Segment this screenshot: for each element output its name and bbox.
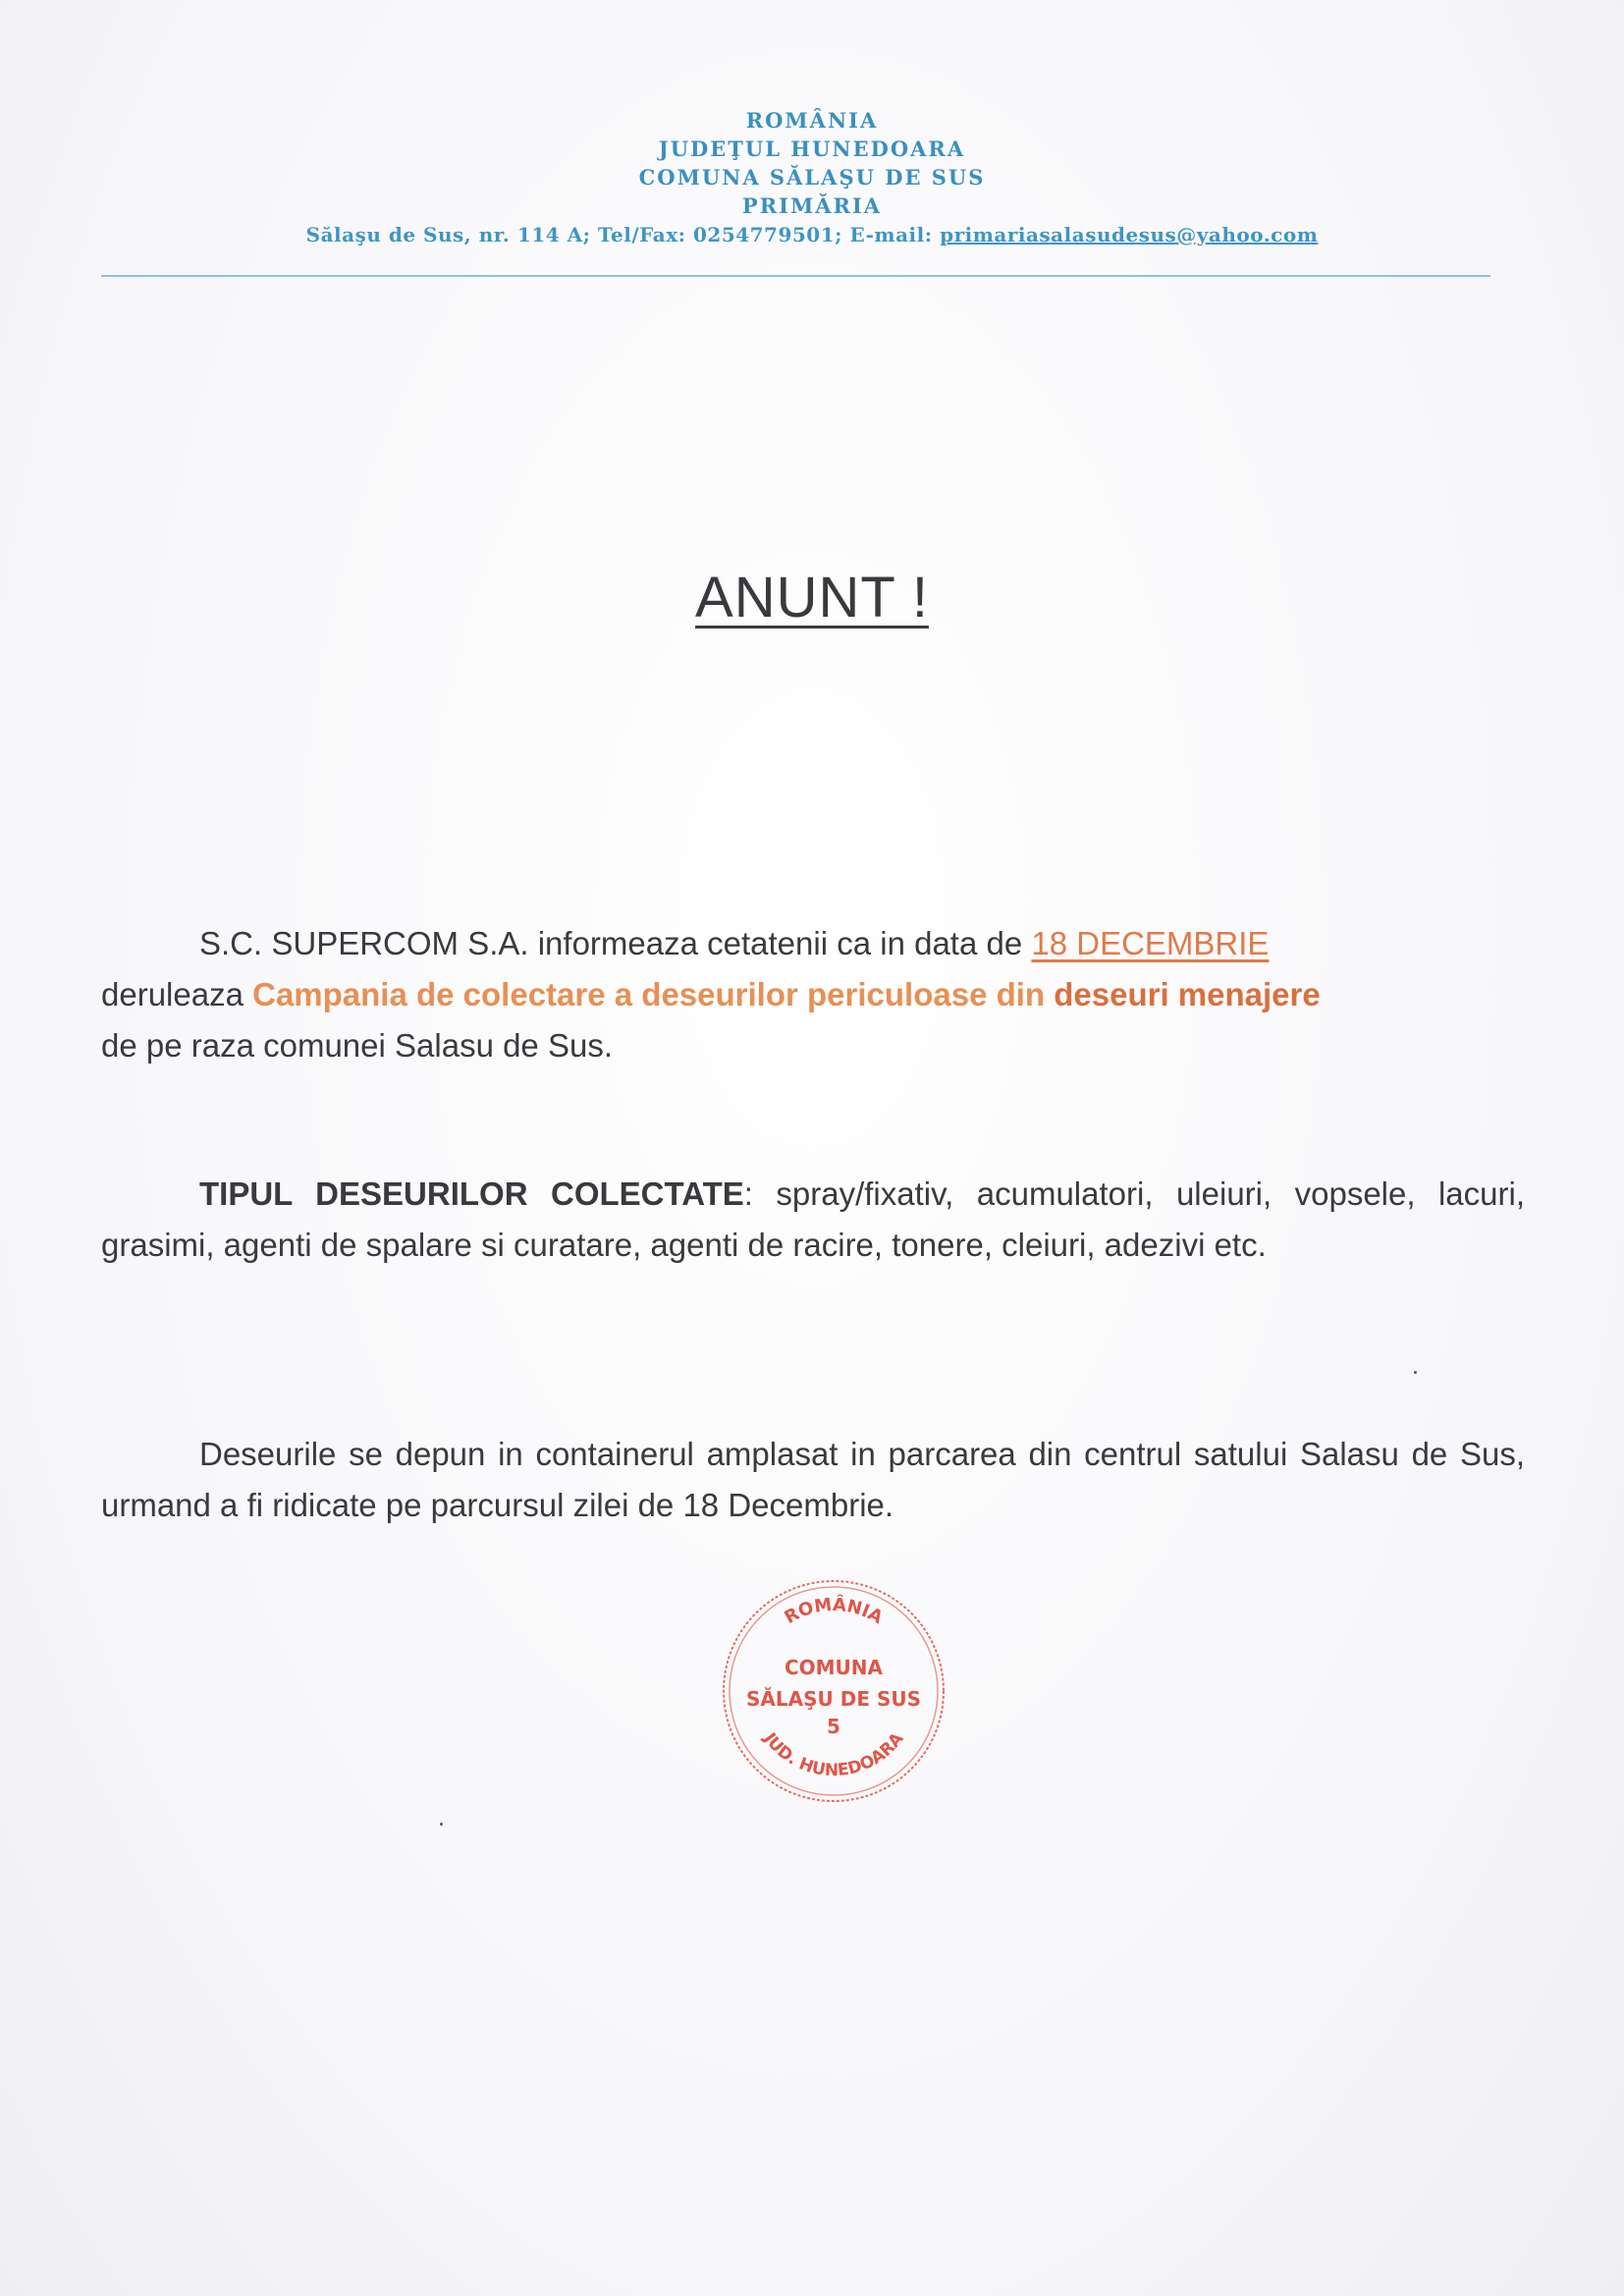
speck [1414,1371,1417,1374]
official-stamp [714,1571,953,1811]
letterhead-divider [101,275,1490,277]
p1-lead: S.C. SUPERCOM S.A. informeaza cetatenii ca in data de [199,925,1032,961]
letterhead-office: PRIMĂRIA [741,193,883,218]
stamp-line2: SĂLAŞU DE SUS [746,1687,921,1711]
paragraph-waste-types [101,1169,1525,1271]
stamp-svg [714,1571,953,1811]
p1-verb: deruleaza [101,976,253,1012]
waste-types-list: : spray/fixativ, acumulatori, uleiuri, vopsele, lacuri, grasimi, agenti de spalare si curatare, agenti de racire, tonere, cleiuri, adezivi etc. [101,1175,1525,1263]
stamp-top-text: ROMÂNIA [781,1594,887,1628]
p1-tail: de pe raza comunei Salasu de Sus. [101,1027,613,1064]
letterhead-commune: COMUNA SĂLAŞU DE SUS [638,165,986,190]
waste-types-label: TIPUL DESEURILOR COLECTATE [199,1175,744,1212]
letterhead-county: JUDEŢUL HUNEDOARA [658,137,966,161]
email-link[interactable]: primariasalasudesus@yahoo.com [940,223,1319,246]
paragraph-campaign [101,918,1525,1071]
announcement-title [0,565,1624,630]
deposit-text: Deseurile se depun in containerul amplasat in parcarea din centrul satului Salasu de Sus, urmand a fi ridicate pe parcursul zilei de 18 Decembrie. [101,1436,1525,1523]
paragraph-deposit [101,1429,1525,1531]
title-text: ANUNT ! [695,566,929,629]
letterhead-address [0,220,1624,249]
campaign-date: 18 DECEMBRIE [1031,925,1270,961]
stamp-bottom-text: JUD. HUNEDOARA [759,1728,908,1781]
letterhead [0,106,1624,249]
stamp-number: 5 [827,1715,840,1738]
speck [440,1823,443,1826]
letterhead-country: ROMÂNIA [745,108,879,133]
campaign-name: Campania de colectare a deseurilor periculoase din [252,976,1055,1012]
address-text: Sălaşu de Sus, nr. 114 A; Tel/Fax: 0254779501; E-mail: [305,223,941,246]
campaign-name-end: deseuri menajere [1054,976,1321,1012]
stamp-line1: COMUNA [784,1656,884,1679]
